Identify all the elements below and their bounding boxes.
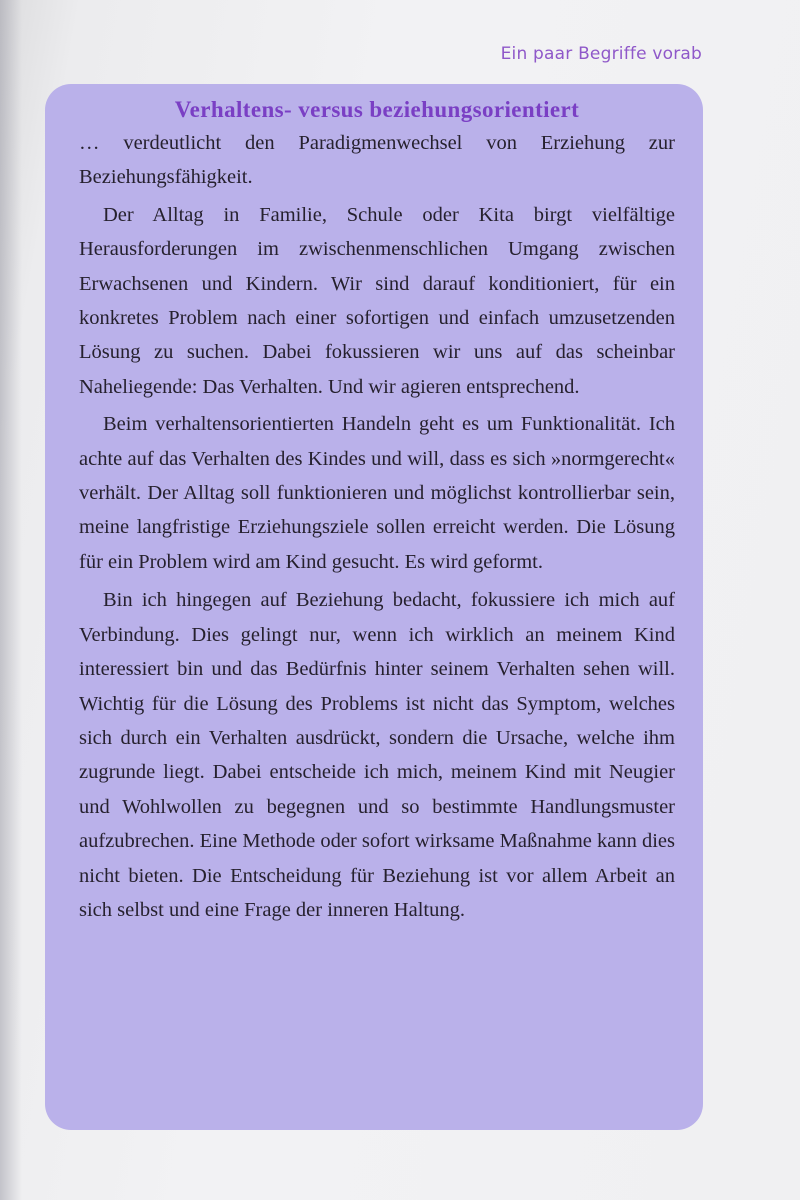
box-title: Verhaltens- versus beziehungsorientiert	[174, 97, 580, 122]
running-header: Ein paar Begriffe vorab	[500, 44, 702, 64]
page-gutter-shadow	[0, 0, 22, 1200]
paragraph-beziehungsorientiert: Bin ich hingegen auf Beziehung bedacht, fokussiere ich mich auf Verbindung. Dies gelingt nur, wenn ich wirklich an meinem Kind interessiert bin und das Bedürfnis hinter seinem Verhalten sehen will. Wichtig für die Lösung des Problems ist nicht das Symptom, welches sich durch ein Verhalten ausdrückt, sondern die Ursache, welche ihm zugrunde liegt. Dabei entscheide ich mich, meinem Kind mit Neugier und Wohlwollen zu begegnen und so bestimmte Handlungsmuster aufzubrechen. Eine Methode oder sofort wirksame Maßnahme kann dies nicht bieten. Die Entscheidung für Beziehung ist vor allem Arbeit an sich selbst und eine Frage der inneren Haltung.	[79, 589, 676, 921]
box-body	[79, 126, 675, 927]
info-box	[45, 84, 703, 1130]
paragraph-verhaltensorientiert: Beim verhaltensorientierten Handeln geht es um Funktionalität. Ich achte auf das Verhalten des Kindes und will, dass es sich »normgerecht« verhält. Der Alltag soll funktionieren und möglichst kontrollierbar sein, meine langfristige Erziehungsziele sollen erreicht werden. Die Lösung für ein Problem wird am Kind gesucht. Es wird geformt.	[79, 413, 675, 573]
paragraph-alltag: Der Alltag in Familie, Schule oder Kita birgt vielfältige Herausforderungen im zwischenmenschlichen Umgang zwischen Erwachsenen und Kindern. Wir sind darauf konditioniert, für ein konkretes Problem nach einer sofortigen und einfach umzusetzenden Lösung zu suchen. Dabei fokussieren wir uns auf das scheinbar Naheliegende: Das Verhalten. Und wir agieren entsprechend.	[79, 203, 675, 398]
paragraph-intro: … verdeutlicht den Paradigmenwechsel von Erziehung zur Beziehungsfähigkeit.	[79, 132, 675, 189]
